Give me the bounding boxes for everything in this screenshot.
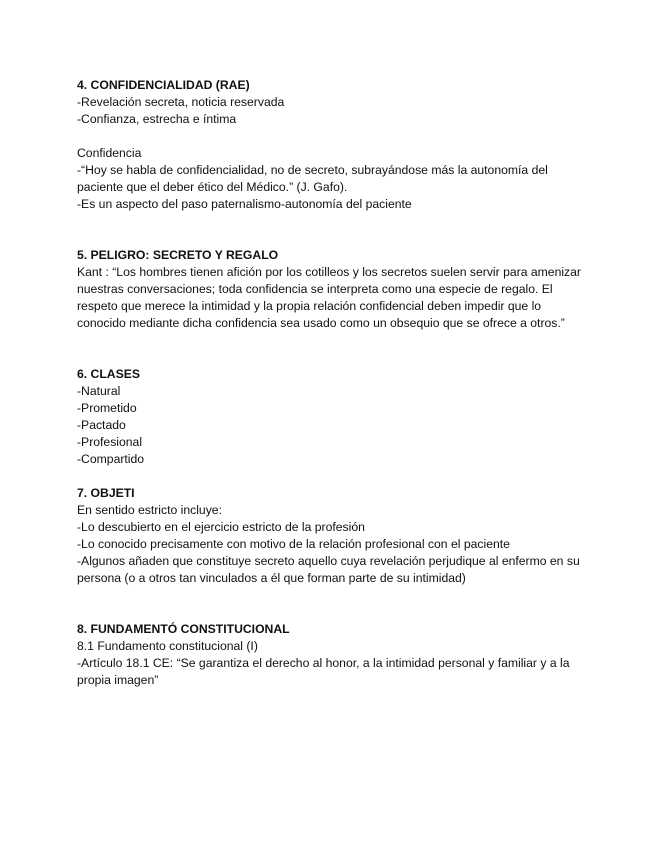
text-line: -Lo conocido precisamente con motivo de la relación profesional con el paciente	[77, 537, 510, 551]
list-item: -Prometido	[77, 401, 137, 415]
text-line: -Lo descubierto en el ejercicio estricto de la profesión	[77, 520, 365, 534]
text-paragraph: -“Hoy se habla de confidencialidad, no de secreto, subrayándose más la autonomía del paciente que el deber ético del Médico.” (J. Gafo).	[77, 163, 548, 194]
section-objeti	[77, 485, 582, 587]
text-paragraph: -Algunos añaden que constituye secreto aquello cuya revelación perjudique al enfermo en su persona (o a otros tan vinculados a él que forman parte de su intimidad)	[77, 554, 580, 585]
section-heading: 7. OBJETI	[77, 486, 135, 500]
list-item: -Profesional	[77, 435, 143, 449]
text-line: -Confianza, estrecha e íntima	[77, 112, 237, 126]
text-paragraph: Kant : “Los hombres tienen afición por los cotilleos y los secretos suelen servir para amenizar nuestras conversaciones; toda confidencia se interpreta como una especie de regalo. El respeto que merece la intimidad y la propia relación confidencial deben impedir que lo conocido mediante dicha confidencia sea usado como un obsequio que se ofrece a otros.”	[77, 265, 581, 330]
text-line: 8.1 Fundamento constitucional (I)	[77, 639, 258, 653]
text-line: En sentido estricto incluye:	[77, 503, 222, 517]
text-paragraph: -Artículo 18.1 CE: “Se garantiza el derecho al honor, a la intimidad personal y familiar y a la propia imagen”	[77, 656, 570, 687]
document-page	[77, 77, 582, 689]
section-clases	[77, 366, 582, 468]
section-heading: 8. FUNDAMENTÓ CONSTITUCIONAL	[77, 622, 290, 636]
section-heading: 6. CLASES	[77, 367, 140, 381]
section-peligro	[77, 247, 582, 332]
list-item: -Compartido	[77, 452, 145, 466]
section-heading: 4. CONFIDENCIALIDAD (RAE)	[77, 78, 250, 92]
list-item: -Pactado	[77, 418, 126, 432]
section-heading: 5. PELIGRO: SECRETO Y REGALO	[77, 248, 279, 262]
text-line: -Revelación secreta, noticia reservada	[77, 95, 285, 109]
section-confidencialidad	[77, 77, 582, 213]
text-paragraph: -Es un aspecto del paso paternalismo-autonomía del paciente	[77, 197, 412, 211]
sub-heading: Confidencia	[77, 146, 142, 160]
list-item: -Natural	[77, 384, 121, 398]
section-fundamento	[77, 621, 582, 689]
